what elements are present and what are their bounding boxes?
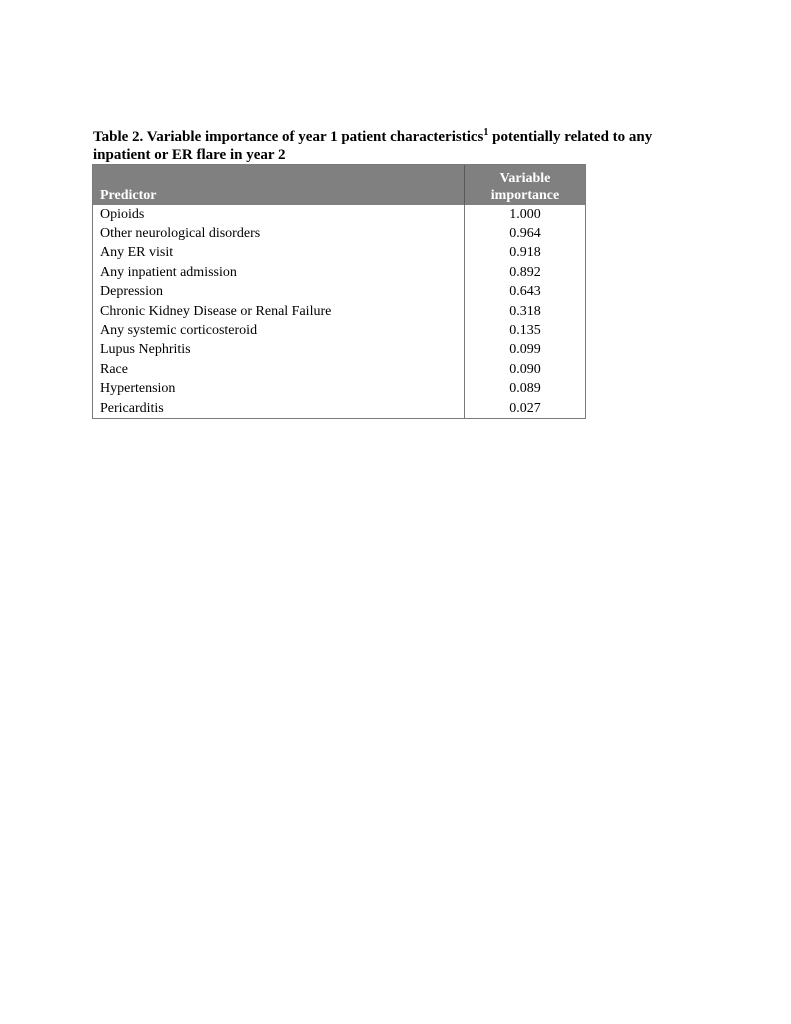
importance-cell: 0.892 — [509, 264, 541, 280]
table-header-row — [93, 165, 585, 205]
table-row — [93, 399, 585, 418]
importance-cell: 0.089 — [509, 381, 541, 397]
predictor-cell: Lupus Nephritis — [93, 341, 465, 360]
table-row — [93, 283, 585, 302]
predictor-cell: Any inpatient admission — [93, 263, 465, 282]
predictor-cell: Race — [93, 360, 465, 379]
predictor-cell: Opioids — [93, 205, 465, 224]
predictor-cell: Other neurological disorders — [93, 224, 465, 243]
table-row — [93, 302, 585, 321]
caption-text: Table 2. Variable importance of year 1 patient characteristics — [93, 129, 484, 145]
importance-cell: 1.000 — [509, 206, 541, 222]
header-predictor-label: Predictor — [100, 188, 157, 203]
importance-cell: 0.964 — [509, 226, 541, 242]
table-caption — [93, 128, 713, 164]
predictor-cell: Depression — [93, 283, 465, 302]
importance-cell: 0.099 — [509, 342, 541, 358]
importance-cell: 0.918 — [509, 245, 541, 261]
importance-cell: 0.027 — [509, 400, 541, 416]
header-variable-importance — [465, 165, 585, 205]
predictor-cell: Hypertension — [93, 380, 465, 399]
table-row — [93, 360, 585, 379]
header-predictor — [93, 165, 465, 205]
predictor-cell: Chronic Kidney Disease or Renal Failure — [93, 302, 465, 321]
table-row — [93, 321, 585, 340]
table-row — [93, 244, 585, 263]
predictor-cell: Any ER visit — [93, 244, 465, 263]
caption-footnote-marker: 1 — [483, 127, 489, 138]
importance-cell: 0.135 — [509, 323, 541, 339]
header-importance-line1: Variable — [499, 171, 551, 186]
table-row — [93, 341, 585, 360]
importance-cell: 0.090 — [509, 361, 541, 377]
importance-cell: 0.318 — [509, 303, 541, 319]
table-row — [93, 224, 585, 243]
header-importance-line2: importance — [490, 188, 560, 203]
table-row — [93, 263, 585, 282]
variable-importance-table — [92, 164, 586, 419]
table-row — [93, 380, 585, 399]
importance-cell: 0.643 — [509, 284, 541, 300]
table-row — [93, 205, 585, 224]
predictor-cell: Pericarditis — [93, 399, 465, 418]
predictor-cell: Any systemic corticosteroid — [93, 321, 465, 340]
caption-text-continued: potentially related to any inpatient or ER flare in year 2 — [93, 129, 653, 163]
